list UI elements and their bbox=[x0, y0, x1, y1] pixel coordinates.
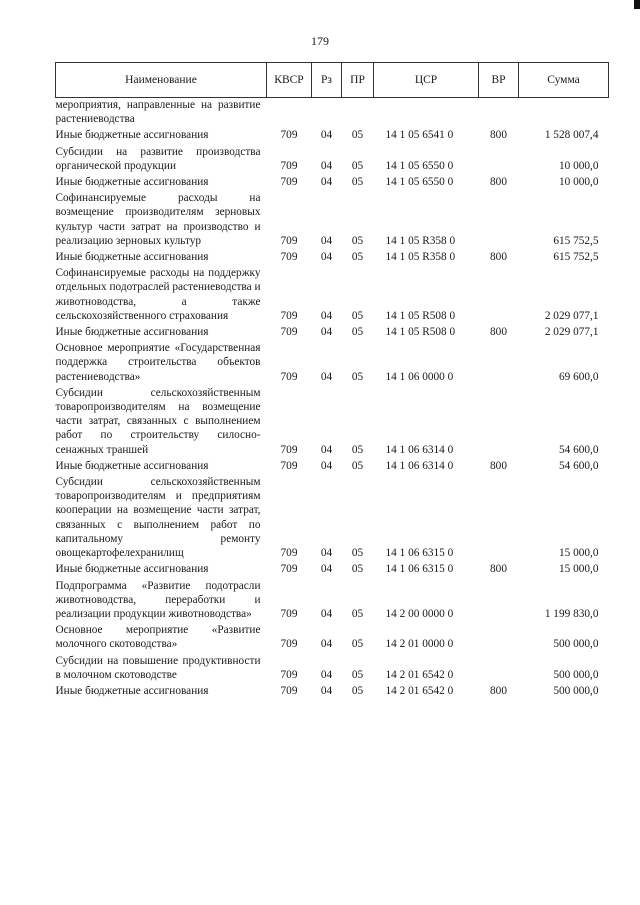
cell-vr: 800 bbox=[490, 684, 507, 697]
cell-csr: 14 2 01 0000 0 bbox=[385, 638, 454, 651]
cell-vr bbox=[479, 621, 519, 651]
cell-csr: 14 1 05 6541 0 bbox=[385, 129, 454, 142]
cell-csr: 14 1 06 0000 0 bbox=[385, 370, 454, 383]
cell-sum bbox=[519, 98, 609, 127]
header-csr: ЦСР bbox=[374, 63, 479, 98]
cell-rz: 04 bbox=[320, 443, 333, 456]
cell-vr: 800 bbox=[490, 251, 507, 264]
cell-name: Софинансируемые расходы на поддержку отдельных подотраслей растениеводства и животноводства, а также сельскохозяйственного страхования bbox=[55, 267, 261, 322]
table-row bbox=[56, 473, 609, 560]
header-pr: ПР bbox=[342, 63, 374, 98]
header-name: Наименование bbox=[56, 63, 267, 98]
table-row bbox=[56, 264, 609, 323]
cell-vr bbox=[479, 189, 519, 248]
cell-vr bbox=[479, 652, 519, 682]
cell-sum: 10 000,0 bbox=[558, 159, 599, 172]
table-row bbox=[56, 457, 609, 473]
cell-csr: 14 2 01 6542 0 bbox=[385, 684, 454, 697]
cell-kvsr: 709 bbox=[280, 443, 298, 456]
cell-name: Субсидии на развитие производства органической продукции bbox=[55, 145, 261, 172]
table-row bbox=[56, 384, 609, 457]
cell-sum: 2 029 077,1 bbox=[544, 309, 599, 322]
cell-name: Субсидии сельскохозяйственным товаропроизводителям и предприятиям кооперации на возмещение части затрат, связанных с выполнением работ по капитальному ремонту овощекартофелехранилищ bbox=[55, 476, 261, 560]
cell-sum: 54 600,0 bbox=[558, 459, 599, 472]
cell-sum: 15 000,0 bbox=[558, 547, 599, 560]
cell-vr bbox=[479, 384, 519, 457]
cell-kvsr: 709 bbox=[280, 251, 298, 264]
cell-vr bbox=[479, 98, 519, 127]
cell-rz: 04 bbox=[320, 459, 333, 472]
table-row bbox=[56, 621, 609, 651]
cell-kvsr: 709 bbox=[280, 607, 298, 620]
cell-pr bbox=[342, 98, 374, 127]
cell-sum: 500 000,0 bbox=[553, 684, 599, 697]
cell-pr: 05 bbox=[351, 547, 364, 560]
cell-kvsr: 709 bbox=[280, 459, 298, 472]
cell-pr: 05 bbox=[351, 638, 364, 651]
header-kvsr: КВСР bbox=[267, 63, 312, 98]
cell-csr: 14 1 06 6315 0 bbox=[385, 563, 454, 576]
cell-kvsr: 709 bbox=[280, 309, 298, 322]
cell-name: Основное мероприятие «Государственная поддержка строительства объектов растениеводства» bbox=[55, 342, 261, 383]
table-row bbox=[56, 143, 609, 173]
cell-kvsr: 709 bbox=[280, 668, 298, 681]
cell-pr: 05 bbox=[351, 309, 364, 322]
page-number: 179 bbox=[311, 34, 329, 48]
table-row bbox=[56, 173, 609, 189]
cell-name: Софинансируемые расходы на возмещение производителям зерновых культур части затрат на производство и реализацию зерновых культур bbox=[55, 192, 261, 247]
cell-rz: 04 bbox=[320, 370, 333, 383]
cell-pr: 05 bbox=[351, 668, 364, 681]
cell-pr: 05 bbox=[351, 159, 364, 172]
cell-csr: 14 1 05 R508 0 bbox=[385, 309, 456, 322]
cell-rz: 04 bbox=[320, 159, 333, 172]
cell-rz: 04 bbox=[320, 129, 333, 142]
cell-csr: 14 1 05 R358 0 bbox=[385, 251, 456, 264]
cell-name: мероприятия, направленные на развитие растениеводства bbox=[55, 99, 261, 126]
cell-sum: 54 600,0 bbox=[558, 443, 599, 456]
table-header-row bbox=[56, 63, 609, 98]
cell-rz: 04 bbox=[320, 563, 333, 576]
cell-pr: 05 bbox=[351, 370, 364, 383]
cell-sum: 500 000,0 bbox=[553, 668, 599, 681]
cell-vr bbox=[479, 143, 519, 173]
table-row bbox=[56, 98, 609, 127]
header-rz: Рз bbox=[312, 63, 342, 98]
cell-csr: 14 1 06 6315 0 bbox=[385, 547, 454, 560]
cell-rz bbox=[312, 98, 342, 127]
cell-vr: 800 bbox=[490, 326, 507, 339]
table-body bbox=[56, 98, 609, 699]
cell-kvsr: 709 bbox=[280, 176, 298, 189]
cell-kvsr: 709 bbox=[280, 547, 298, 560]
cell-kvsr: 709 bbox=[280, 638, 298, 651]
cell-pr: 05 bbox=[351, 176, 364, 189]
table-row bbox=[56, 577, 609, 622]
cell-rz: 04 bbox=[320, 638, 333, 651]
cell-name: Основное мероприятие «Развитие молочного скотоводства» bbox=[55, 624, 261, 651]
cell-sum: 1 199 830,0 bbox=[544, 607, 599, 620]
cell-name: Иные бюджетные ассигнования bbox=[55, 129, 209, 142]
cell-pr: 05 bbox=[351, 129, 364, 142]
cell-rz: 04 bbox=[320, 309, 333, 322]
cell-csr bbox=[374, 98, 479, 127]
cell-sum: 2 029 077,1 bbox=[544, 326, 599, 339]
cell-kvsr: 709 bbox=[280, 234, 298, 247]
table-row bbox=[56, 126, 609, 142]
cell-pr: 05 bbox=[351, 563, 364, 576]
cell-rz: 04 bbox=[320, 547, 333, 560]
cell-sum: 1 528 007,4 bbox=[544, 129, 599, 142]
cell-kvsr: 709 bbox=[280, 684, 298, 697]
cell-name: Субсидии сельскохозяйственным товаропроизводителям на возмещение части затрат, связанных с выполнением работ по строительству силосно-сенажных траншей bbox=[55, 386, 261, 456]
cell-sum: 69 600,0 bbox=[558, 370, 599, 383]
cell-pr: 05 bbox=[351, 459, 364, 472]
cell-csr: 14 1 05 R508 0 bbox=[385, 326, 456, 339]
cell-csr: 14 1 06 6314 0 bbox=[385, 459, 454, 472]
cell-kvsr: 709 bbox=[280, 159, 298, 172]
table-row bbox=[56, 682, 609, 698]
cell-pr: 05 bbox=[351, 684, 364, 697]
table-row bbox=[56, 652, 609, 682]
cell-vr: 800 bbox=[490, 459, 507, 472]
cell-vr: 800 bbox=[490, 129, 507, 142]
table-row bbox=[56, 248, 609, 264]
cell-csr: 14 2 01 6542 0 bbox=[385, 668, 454, 681]
cell-name: Субсидии на повышение продуктивности в молочном скотоводстве bbox=[55, 654, 261, 681]
cell-sum: 615 752,5 bbox=[553, 234, 599, 247]
cell-sum: 500 000,0 bbox=[553, 638, 599, 651]
cell-vr: 800 bbox=[490, 563, 507, 576]
cell-name: Иные бюджетные ассигнования bbox=[55, 176, 209, 189]
table-row bbox=[56, 339, 609, 384]
cell-csr: 14 1 05 R358 0 bbox=[385, 234, 456, 247]
table-row bbox=[56, 189, 609, 248]
cell-rz: 04 bbox=[320, 251, 333, 264]
cell-rz: 04 bbox=[320, 234, 333, 247]
cell-rz: 04 bbox=[320, 607, 333, 620]
cell-csr: 14 2 00 0000 0 bbox=[385, 607, 454, 620]
cell-pr: 05 bbox=[351, 234, 364, 247]
cell-vr bbox=[479, 473, 519, 560]
table-row bbox=[56, 323, 609, 339]
cell-name: Иные бюджетные ассигнования bbox=[55, 684, 209, 697]
cell-kvsr: 709 bbox=[280, 129, 298, 142]
budget-table bbox=[55, 62, 609, 698]
cell-sum: 615 752,5 bbox=[553, 251, 599, 264]
cell-vr bbox=[479, 264, 519, 323]
header-vr: ВР bbox=[479, 63, 519, 98]
cell-csr: 14 1 05 6550 0 bbox=[385, 176, 454, 189]
cell-rz: 04 bbox=[320, 176, 333, 189]
cell-kvsr: 709 bbox=[280, 370, 298, 383]
cell-name: Иные бюджетные ассигнования bbox=[55, 251, 209, 264]
cell-kvsr bbox=[267, 98, 312, 127]
cell-name: Иные бюджетные ассигнования bbox=[55, 326, 209, 339]
header-sum: Сумма bbox=[519, 63, 609, 98]
cell-vr bbox=[479, 577, 519, 622]
table-row bbox=[56, 560, 609, 576]
cell-sum: 15 000,0 bbox=[558, 563, 599, 576]
cell-vr: 800 bbox=[490, 176, 507, 189]
cell-csr: 14 1 06 6314 0 bbox=[385, 443, 454, 456]
cell-pr: 05 bbox=[351, 251, 364, 264]
cell-sum: 10 000,0 bbox=[558, 176, 599, 189]
cell-rz: 04 bbox=[320, 684, 333, 697]
cell-kvsr: 709 bbox=[280, 326, 298, 339]
cell-vr bbox=[479, 339, 519, 384]
cell-pr: 05 bbox=[351, 326, 364, 339]
cell-pr: 05 bbox=[351, 443, 364, 456]
cell-name: Подпрограмма «Развитие подотрасли животноводства, переработки и реализации продукции животноводства» bbox=[55, 579, 261, 620]
cell-name: Иные бюджетные ассигнования bbox=[55, 563, 209, 576]
cell-pr: 05 bbox=[351, 607, 364, 620]
cell-csr: 14 1 05 6550 0 bbox=[385, 159, 454, 172]
cell-name: Иные бюджетные ассигнования bbox=[55, 459, 209, 472]
cell-kvsr: 709 bbox=[280, 563, 298, 576]
cell-rz: 04 bbox=[320, 668, 333, 681]
cell-rz: 04 bbox=[320, 326, 333, 339]
corner-mark bbox=[634, 0, 640, 9]
